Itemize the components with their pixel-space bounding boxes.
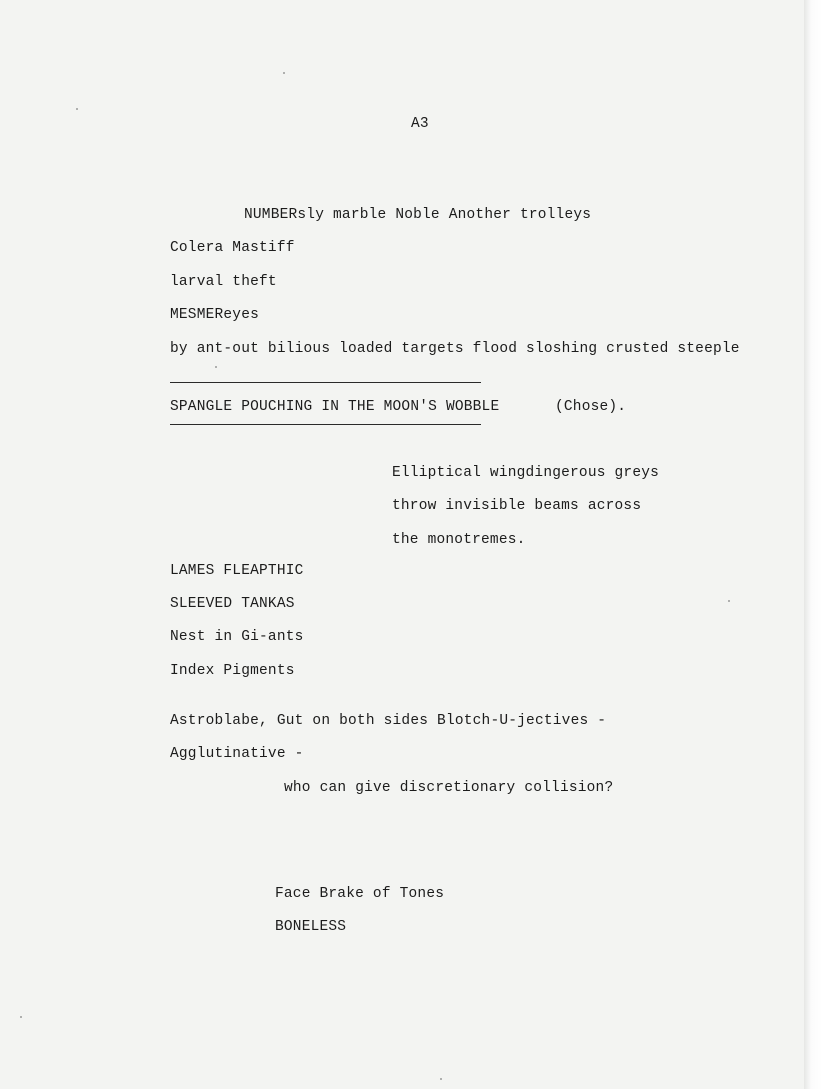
text-line: larval theft	[170, 274, 277, 290]
text-line: Face Brake of Tones	[275, 886, 445, 902]
text-line: BONELESS	[275, 919, 347, 935]
text-line: Agglutinative -	[170, 746, 304, 762]
page-number: A3	[411, 116, 429, 132]
paper-speck	[440, 1078, 442, 1080]
paper-speck	[728, 600, 730, 602]
paper-speck	[283, 72, 285, 74]
text-line: LAMES FLEAPTHIC	[170, 563, 304, 579]
text-line: Astroblabe, Gut on both sides Blotch-U-jectives -	[170, 713, 607, 729]
page-edge	[804, 0, 822, 1089]
underline-rule-bottom	[170, 424, 481, 425]
text-line: SLEEVED TANKAS	[170, 596, 295, 612]
text-line: MESMEReyes	[170, 307, 260, 323]
text-line: who can give discretionary collision?	[284, 780, 614, 796]
text-line: Index Pigments	[170, 663, 295, 679]
text-line: Nest in Gi-ants	[170, 629, 304, 645]
text-line-heading: SPANGLE POUCHING IN THE MOON'S WOBBLE	[170, 399, 500, 415]
paper-speck	[76, 108, 78, 110]
paper-speck	[20, 1016, 22, 1018]
text-line: NUMBERsly marble Noble Another trolleys	[244, 207, 592, 223]
text-line: by ant-out bilious loaded targets flood sloshing crusted steeple	[170, 341, 740, 357]
text-line: Elliptical wingdingerous greys	[392, 465, 660, 481]
text-line: the monotremes.	[392, 532, 526, 548]
underline-rule-top	[170, 382, 481, 383]
paper-speck	[215, 366, 217, 368]
text-line: Colera Mastiff	[170, 240, 295, 256]
text-line: (Chose).	[555, 399, 627, 415]
text-line: throw invisible beams across	[392, 498, 642, 514]
